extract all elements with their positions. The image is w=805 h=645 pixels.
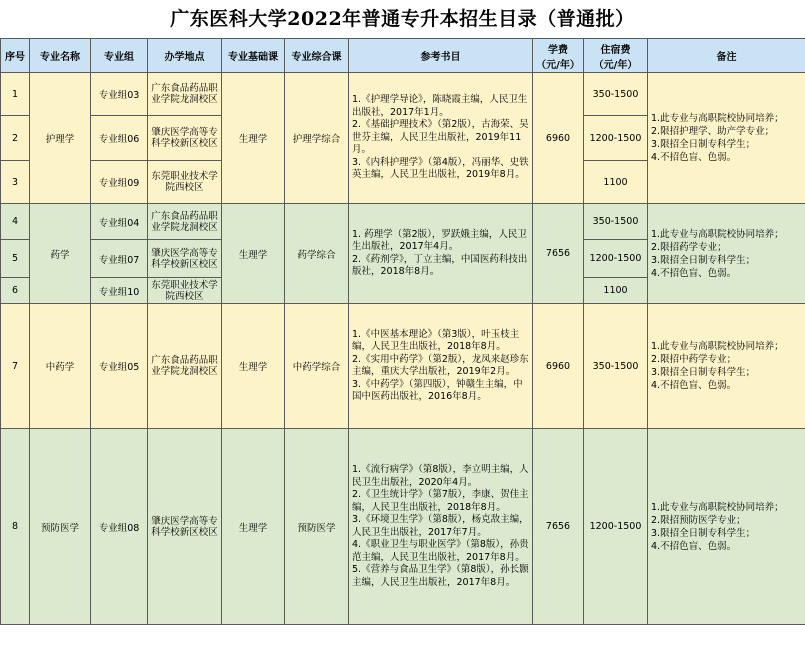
dorm-cell: 350-1500	[584, 204, 648, 240]
col-header-comprehensive: 专业综合课	[285, 39, 349, 73]
note-item: 2.限招中药学专业；	[651, 354, 737, 365]
comprehensive-course-cell: 护理学综合	[285, 73, 349, 204]
major-cell: 药学	[30, 204, 91, 304]
fee-cell: 7656	[533, 204, 584, 304]
note-cell	[648, 429, 805, 625]
note-item: 4.不招色盲、色弱。	[651, 152, 737, 163]
note-item: 1.此专业与高职院校协同培养；	[651, 113, 784, 124]
books-cell	[349, 73, 533, 204]
col-header-major: 专业名称	[30, 39, 91, 73]
dorm-cell: 1100	[584, 161, 648, 204]
fee-cell: 6960	[533, 73, 584, 204]
fee-cell: 7656	[533, 429, 584, 625]
note-cell	[648, 73, 805, 204]
basic-course-cell: 生理学	[222, 73, 285, 204]
note-item: 3.限招全日制专科学生；	[651, 139, 756, 150]
note-item: 2.限招护理学、助产学专业；	[651, 126, 775, 137]
col-header-location: 办学地点	[148, 39, 222, 73]
row-no: 3	[1, 161, 30, 204]
location-cell: 东莞职业技术学院西校区	[148, 278, 222, 304]
books-cell	[349, 304, 533, 429]
comprehensive-course-cell: 中药学综合	[285, 304, 349, 429]
location-cell: 肇庆医学高等专科学校新区校区	[148, 116, 222, 161]
comprehensive-course-cell: 预防医学	[285, 429, 349, 625]
major-cell: 护理学	[30, 73, 91, 204]
location-cell: 肇庆医学高等专科学校新区校区	[148, 240, 222, 278]
dorm-cell: 1100	[584, 278, 648, 304]
location-cell: 广东食品药品职业学院龙洞校区	[148, 73, 222, 116]
note-item: 1.此专业与高职院校协同培养；	[651, 341, 784, 352]
major-cell: 预防医学	[30, 429, 91, 625]
location-cell: 肇庆医学高等专科学校新区校区	[148, 429, 222, 625]
row-no: 6	[1, 278, 30, 304]
books-cell	[349, 429, 533, 625]
books-cell	[349, 204, 533, 304]
book-item: 1. 药理学（第2版），罗跃娥主编，人民卫生出版社，2017年4月。	[352, 228, 527, 252]
group-cell: 专业组06	[91, 116, 148, 161]
group-cell: 专业组09	[91, 161, 148, 204]
col-header-no: 序号	[1, 39, 30, 73]
note-cell	[648, 204, 805, 304]
comprehensive-course-cell: 药学综合	[285, 204, 349, 304]
group-cell: 专业组10	[91, 278, 148, 304]
col-header-group: 专业组	[91, 39, 148, 73]
dorm-cell: 1200-1500	[584, 116, 648, 161]
note-item: 3.限招全日制专科学生；	[651, 367, 756, 378]
note-cell	[648, 304, 805, 429]
note-item: 3.限招全日制专科学生；	[651, 527, 756, 539]
dorm-cell: 350-1500	[584, 304, 648, 429]
note-item: 4.不招色盲、色弱。	[651, 540, 737, 552]
table-row	[1, 204, 805, 240]
table-row	[1, 429, 805, 625]
note-item: 4.不招色盲、色弱。	[651, 267, 737, 279]
note-item: 4.不招色盲、色弱。	[651, 380, 737, 391]
group-cell: 专业组03	[91, 73, 148, 116]
group-cell: 专业组08	[91, 429, 148, 625]
row-no: 8	[1, 429, 30, 625]
row-no: 2	[1, 116, 30, 161]
book-item: 1.《流行病学》（第8版），李立明主编，人民卫生出版社，2020年4月。	[352, 464, 529, 488]
row-no: 1	[1, 73, 30, 116]
row-no: 7	[1, 304, 30, 429]
col-header-books: 参考书目	[349, 39, 533, 73]
table-row	[1, 304, 805, 429]
col-header-note: 备注	[648, 39, 805, 73]
enrollment-table	[0, 38, 805, 625]
book-item: 2.《实用中药学》（第2版），龙凤来赵珍东主编，重庆大学出版社，2019年2月。	[352, 353, 529, 377]
group-cell: 专业组05	[91, 304, 148, 429]
location-cell: 东莞职业技术学院西校区	[148, 161, 222, 204]
note-item: 2.限招预防医学专业；	[651, 514, 746, 526]
dorm-cell: 1200-1500	[584, 240, 648, 278]
book-item: 2.《基础护理技术》（第2版），古海荣、吴世芬主编，人民卫生出版社，2019年11月。	[352, 119, 529, 156]
book-item: 4.《职业卫生与职业医学》（第8版），孙贵范主编，人民卫生出版社，2017年8月。	[352, 539, 529, 563]
basic-course-cell: 生理学	[222, 429, 285, 625]
page-title: 广东医科大学2022年普通专升本招生目录（普通批）	[170, 8, 635, 30]
note-item: 1.此专业与高职院校协同培养；	[651, 228, 784, 240]
col-header-basic: 专业基础课	[222, 39, 285, 73]
book-item: 1.《护理学导论》，陈晓霞主编，人民卫生出版社，2017年1月。	[352, 94, 528, 118]
book-item: 3.《内科护理学》（第4版），冯丽华、史铁英主编，人民卫生出版社，2019年8月。	[352, 156, 529, 181]
dorm-cell: 1200-1500	[584, 429, 648, 625]
location-cell: 广东食品药品职业学院龙洞校区	[148, 204, 222, 240]
note-item: 3.限招全日制专科学生；	[651, 254, 756, 266]
note-item: 2.限招药学专业；	[651, 241, 727, 253]
major-cell: 中药学	[30, 304, 91, 429]
basic-course-cell: 生理学	[222, 204, 285, 304]
book-item: 5.《营养与食品卫生学》（第8版），孙长颢主编，人民卫生出版社，2017年8月。	[352, 564, 529, 588]
group-cell: 专业组04	[91, 204, 148, 240]
book-item: 2.《卫生统计学》（第7版），李康、贺佳主编，人民卫生出版社，2018年8月。	[352, 489, 529, 513]
book-item: 3.《中药学》（第四版），钟赣生主编，中国中医药出版社，2016年8月。	[352, 378, 523, 402]
book-item: 2.《药剂学》，丁立主编，中国医药科技出版社，2018年8月。	[352, 253, 528, 277]
note-item: 1.此专业与高职院校协同培养；	[651, 501, 784, 513]
col-header-fee: 学费 （元/年）	[533, 39, 584, 73]
dorm-cell: 350-1500	[584, 73, 648, 116]
location-cell: 广东食品药品职业学院龙洞校区	[148, 304, 222, 429]
header-row	[1, 39, 805, 73]
book-item: 1.《中医基本理论》（第3版），叶玉枝主编，人民卫生出版社，2018年8月。	[352, 328, 520, 352]
basic-course-cell: 生理学	[222, 304, 285, 429]
group-cell: 专业组07	[91, 240, 148, 278]
book-item: 3.《环境卫生学》（第8版），杨克敌主编，人民卫生出版社，2017年7月。	[352, 514, 529, 538]
row-no: 4	[1, 204, 30, 240]
table-row	[1, 73, 805, 116]
fee-cell: 6960	[533, 304, 584, 429]
col-header-dorm: 住宿费 （元/年）	[584, 39, 648, 73]
row-no: 5	[1, 240, 30, 278]
